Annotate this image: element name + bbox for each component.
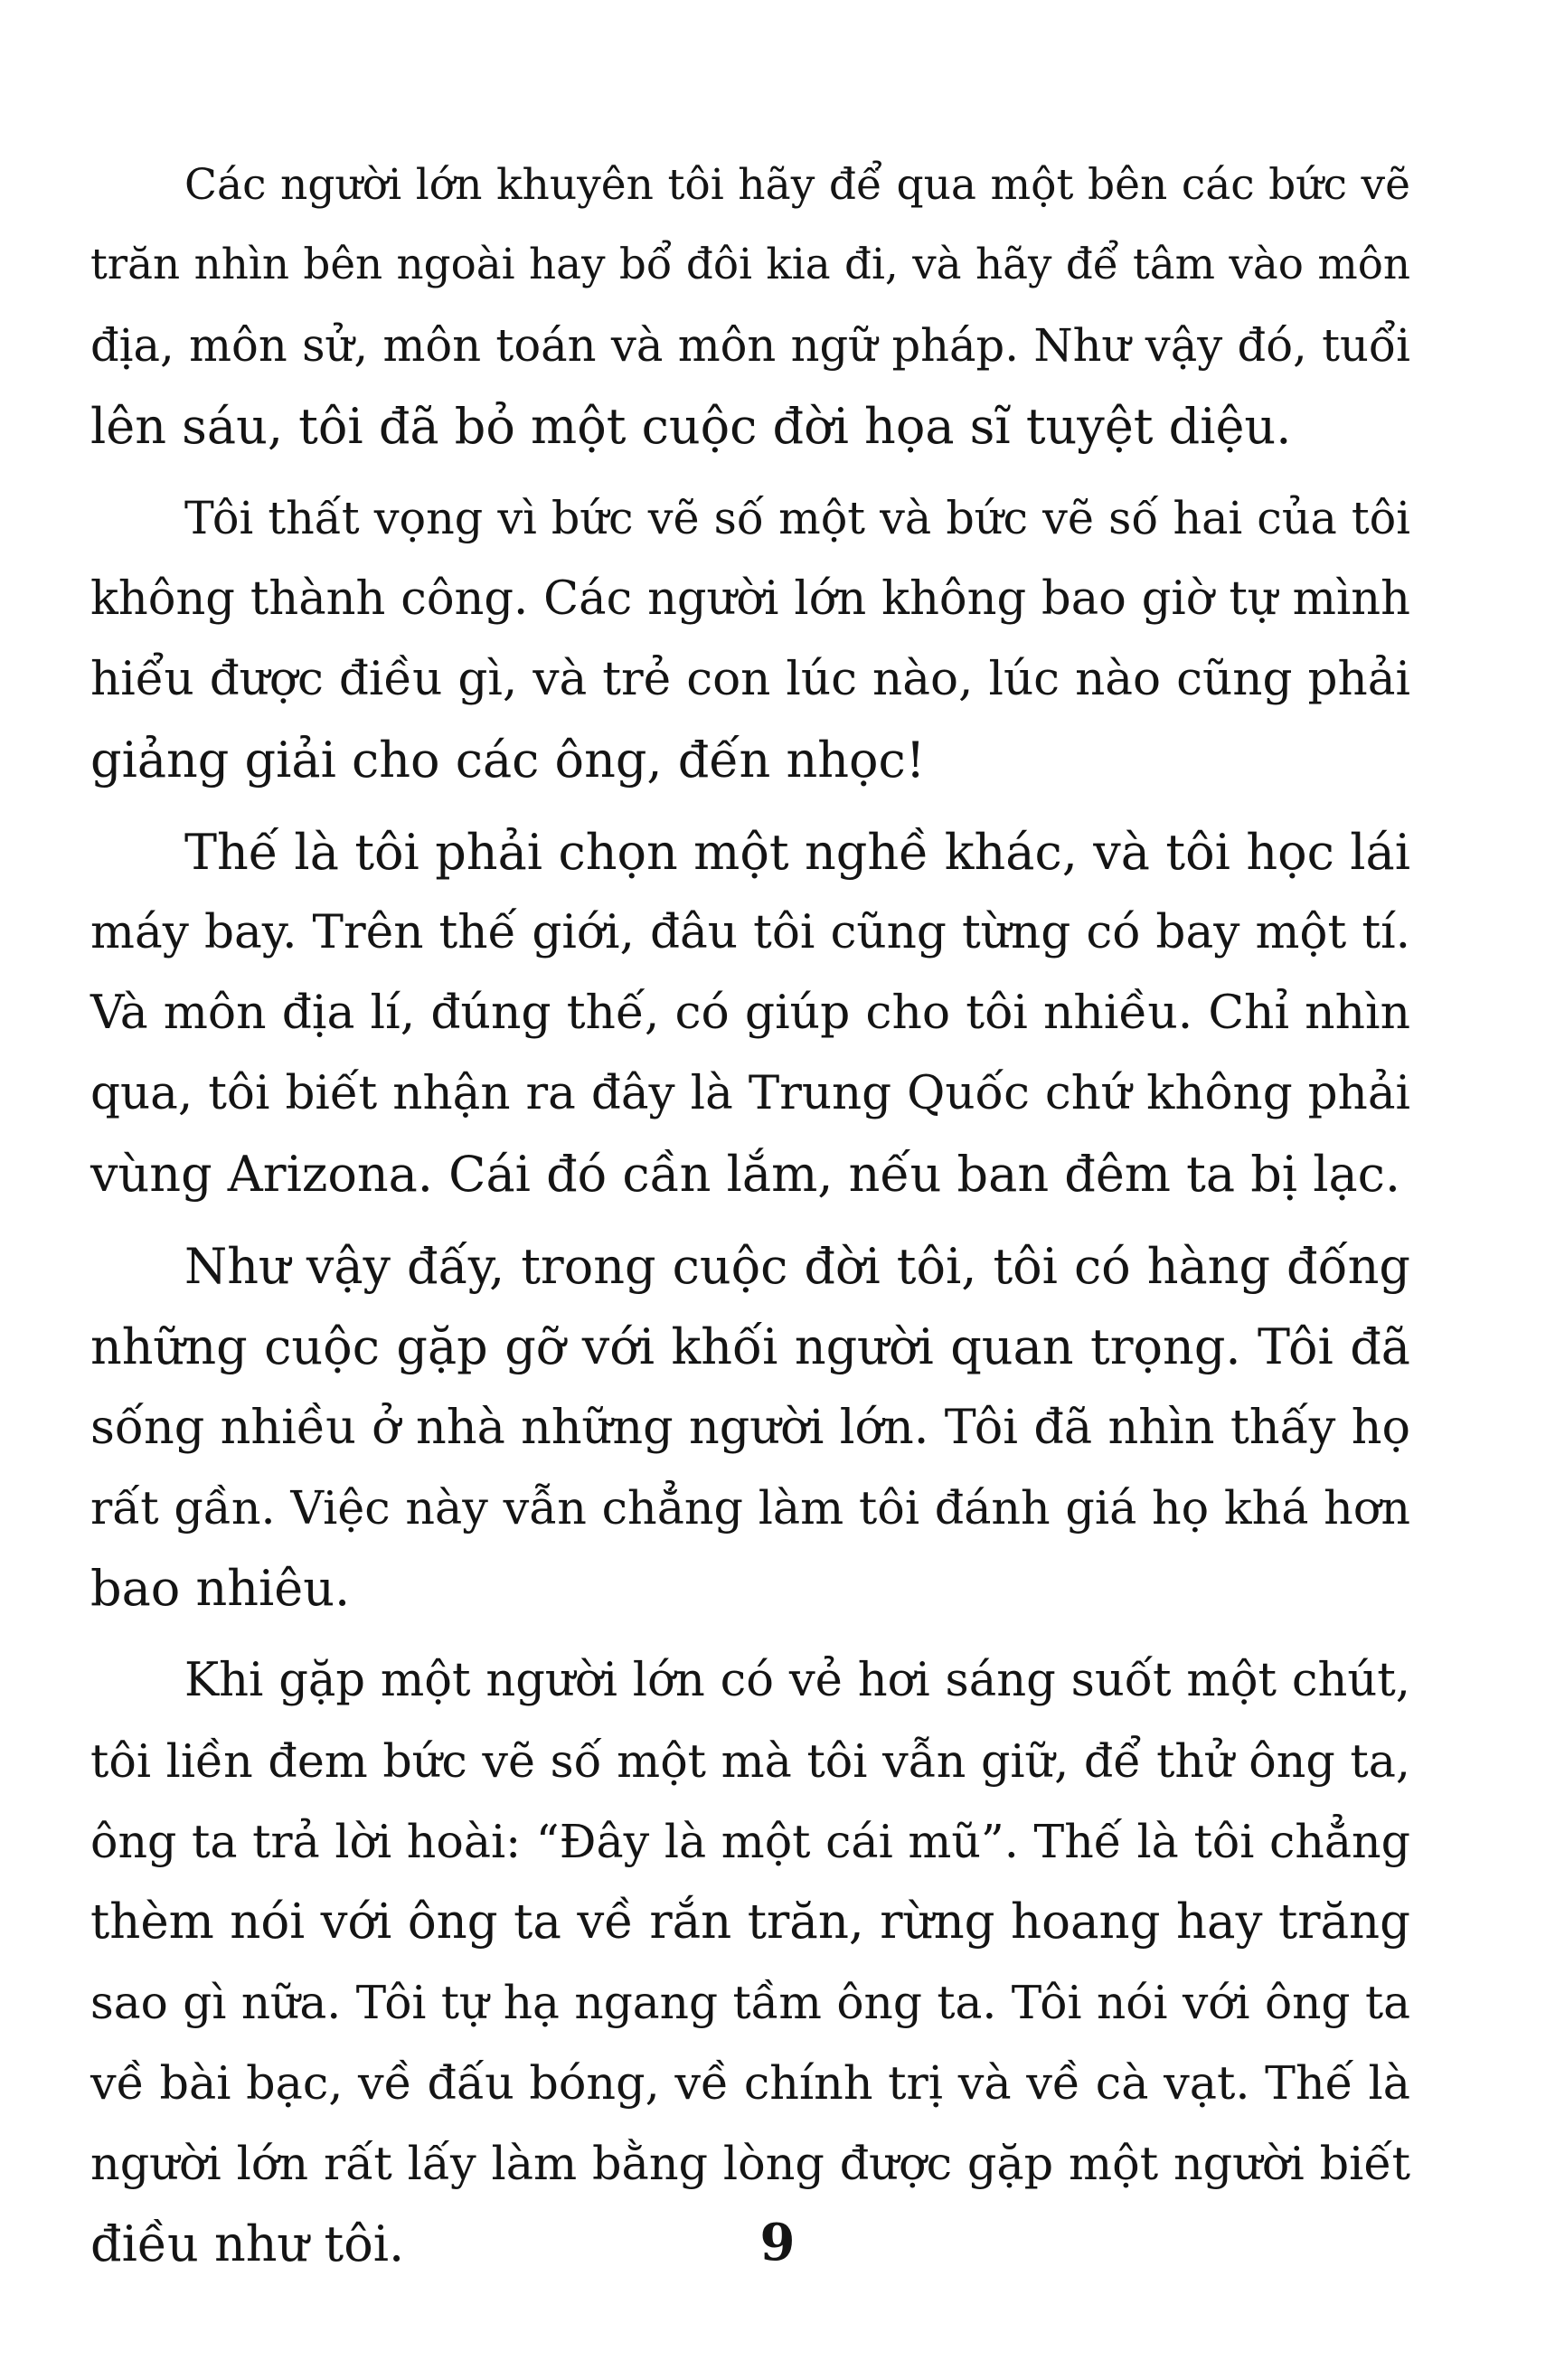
text-line: bao nhiêu.	[90, 1560, 351, 1617]
page-number: 9	[759, 2213, 796, 2272]
paragraph-1	[90, 145, 1410, 467]
paragraph-4	[90, 1226, 1410, 1629]
text-line: không thành công. Các người lớn không bao giờ tự mình	[90, 572, 1410, 626]
text-line: Tôi thất vọng vì bức vẽ số một và bức vẽ số hai của tôi	[184, 492, 1410, 544]
text-line: qua, tôi biết nhận ra đây là Trung Quốc chứ không phải	[90, 1066, 1410, 1120]
text-line: người lớn rất lấy làm bằng lòng được gặp một người biết	[90, 2137, 1410, 2190]
text-line: Các người lớn khuyên tôi hãy để qua một bên các bức vẽ	[184, 160, 1410, 210]
text-line: lên sáu, tôi đã bỏ một cuộc đời họa sĩ tuyệt diệu.	[90, 398, 1292, 455]
text-line: điều như tôi.	[90, 2215, 405, 2272]
text-line: tôi liền đem bức vẽ số một mà tôi vẫn giữ, để thử ông ta,	[90, 1734, 1410, 1788]
text-line: Như vậy đấy, trong cuộc đời tôi, tôi có hàng đống	[184, 1238, 1410, 1295]
text-line: sao gì nữa. Tôi tự hạ ngang tầm ông ta. Tôi nói với ông ta	[90, 1976, 1410, 2029]
text-line: Và môn địa lí, đúng thế, có giúp cho tôi nhiều. Chỉ nhìn	[90, 986, 1410, 1040]
paragraph-3	[90, 812, 1410, 1214]
text-line: về bài bạc, về đấu bóng, về chính trị và về cà vạt. Thế là	[90, 2056, 1410, 2110]
text-line: máy bay. Trên thế giới, đâu tôi cũng từng có bay một tí.	[90, 905, 1410, 959]
text-line: Khi gặp một người lớn có vẻ hơi sáng suốt một chút,	[184, 1654, 1410, 1707]
text-line: những cuộc gặp gỡ với khối người quan trọng. Tôi đã	[90, 1318, 1410, 1375]
text-line: Thế là tôi phải chọn một nghề khác, và tôi học lái	[184, 824, 1410, 881]
text-line: thèm nói với ông ta về rắn trăn, rừng hoang hay trăng	[90, 1894, 1410, 1950]
text-line: sống nhiều ở nhà những người lớn. Tôi đã nhìn thấy họ	[90, 1400, 1410, 1455]
text-line: ông ta trả lời hoài: “Đây là một cái mũ”. Thế là tôi chẳng	[90, 1815, 1410, 1868]
text-line: hiểu được điều gì, và trẻ con lúc nào, lúc nào cũng phải	[90, 652, 1410, 706]
text-line: rất gần. Việc này vẫn chẳng làm tôi đánh giá họ khá hơn	[90, 1481, 1410, 1535]
paragraph-2	[90, 478, 1410, 800]
text-line: giảng giải cho các ông, đến nhọc!	[90, 732, 926, 789]
body-text	[90, 145, 1410, 2284]
text-line: địa, môn sử, môn toán và môn ngữ pháp. Như vậy đó, tuổi	[90, 319, 1410, 372]
text-line: vùng Arizona. Cái đó cần lắm, nếu ban đêm ta bị lạc.	[90, 1146, 1401, 1203]
paragraph-5	[90, 1640, 1410, 2284]
text-line: trăn nhìn bên ngoài hay bổ đôi kia đi, và hãy để tâm vào môn	[90, 241, 1410, 289]
